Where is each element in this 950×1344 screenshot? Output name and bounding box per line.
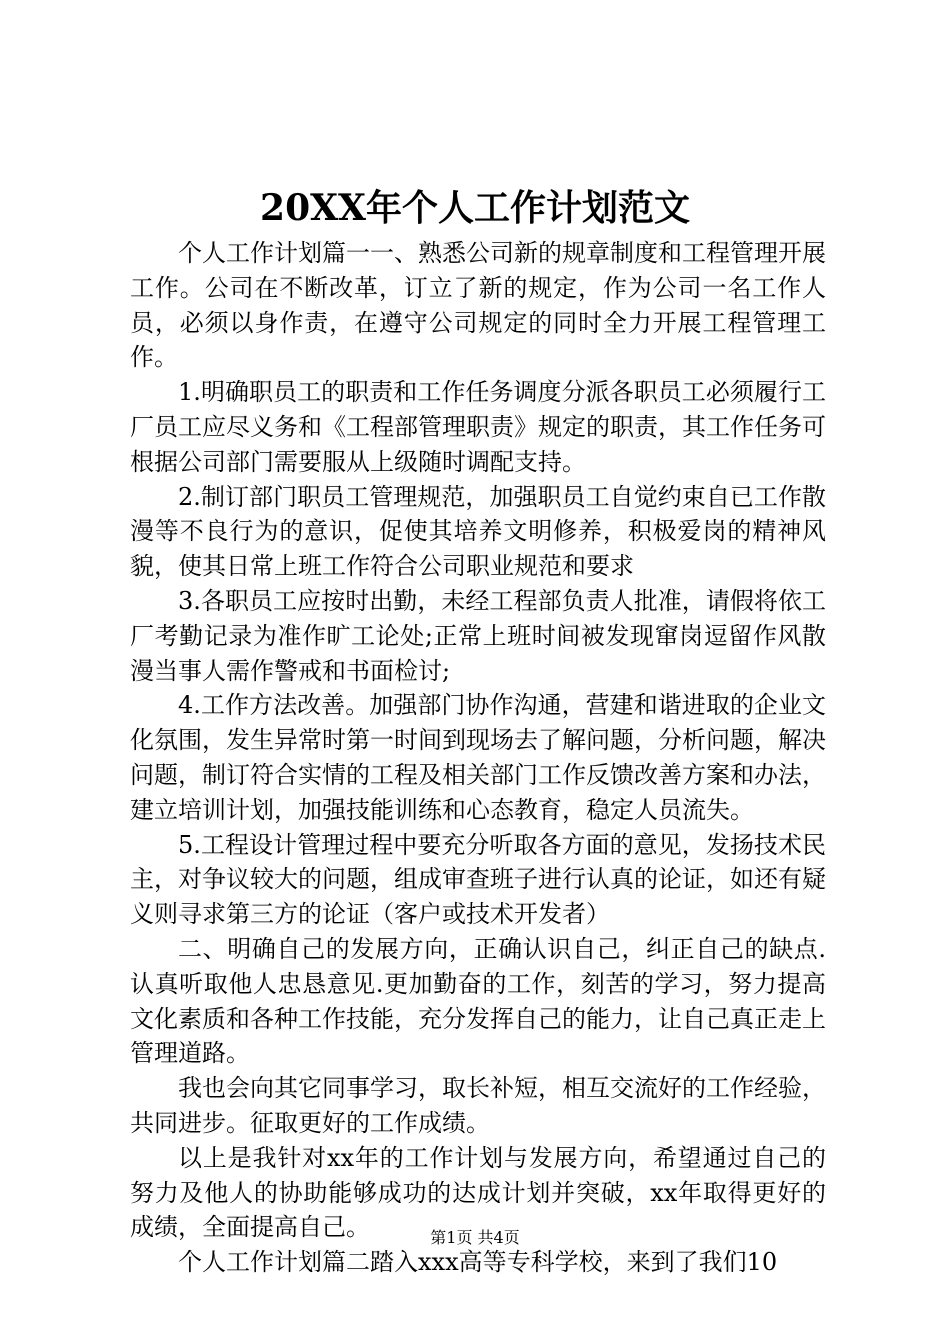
- document-title: 20XX年个人工作计划范文: [260, 187, 690, 229]
- paragraph-3: 2.制订部门职员工管理规范，加强职员工自觉约束自已工作散漫等不良行为的意识，促使其培养文明修养，积极爱岗的精神风貌，使其日常上班工作符合公司职业规范和要求: [130, 482, 826, 581]
- paragraph-9: 以上是我针对xx年的工作计划与发展方向，希望通过自己的努力及他人的协助能够成功的达成计划并突破，xx年取得更好的成绩，全面提高自己。: [130, 1143, 826, 1242]
- paragraph-1: 个人工作计划篇一一、熟悉公司新的规章制度和工程管理开展工作。公司在不断改革，订立了新的规定，作为公司一名工作人员，必须以身作责，在遵守公司规定的同时全力开展工程管理工作。: [130, 239, 826, 372]
- page-footer: [0, 1227, 950, 1249]
- paragraph-2: 1.明确职员工的职责和工作任务调度分派各职员工必须履行工厂员工应尽义务和《工程部管理职责》规定的职责，其工作任务可根据公司部门需要服从上级随时调配支持。: [130, 378, 826, 476]
- paragraph-7: 二、明确自己的发展方向，正确认识自己，纠正自己的缺点.认真听取他人忠恳意见.更加勤奋的工作，刻苦的学习，努力提高文化素质和各种工作技能，充分发挥自己的能力，让自己真正走上管理道路。: [130, 934, 826, 1068]
- paragraph-8: 我也会向其它同事学习，取长补短，相互交流好的工作经验，共同进步。征取更好的工作成绩。: [130, 1074, 826, 1137]
- paragraph-6: 5.工程设计管理过程中要充分听取各方面的意见，发扬技术民主，对争议较大的问题，组成审查班子进行认真的论证，如还有疑义则寻求第三方的论证（客户或技术开发者）: [130, 830, 826, 929]
- document-body: [130, 236, 826, 1280]
- paragraph-4: 3.各职员工应按时出勤，未经工程部负责人批准，请假将依工厂考勤记录为准作旷工论处;正常上班时间被发现窜岗逗留作风散漫当事人需作警戒和书面检讨;: [130, 586, 826, 685]
- paragraph-10: 个人工作计划篇二踏入xxx高等专科学校，来到了我们10: [178, 1248, 778, 1277]
- paragraph-5: 4.工作方法改善。加强部门协作沟通，营建和谐进取的企业文化氛围，发生异常时第一时间到现场去了解问题，分析问题，解决问题，制订符合实情的工程及相关部门工作反馈改善方案和办法，建立培训计划，加强技能训练和心态教育，稳定人员流失。: [130, 691, 826, 824]
- page-number: 第1页 共4页: [430, 1228, 520, 1247]
